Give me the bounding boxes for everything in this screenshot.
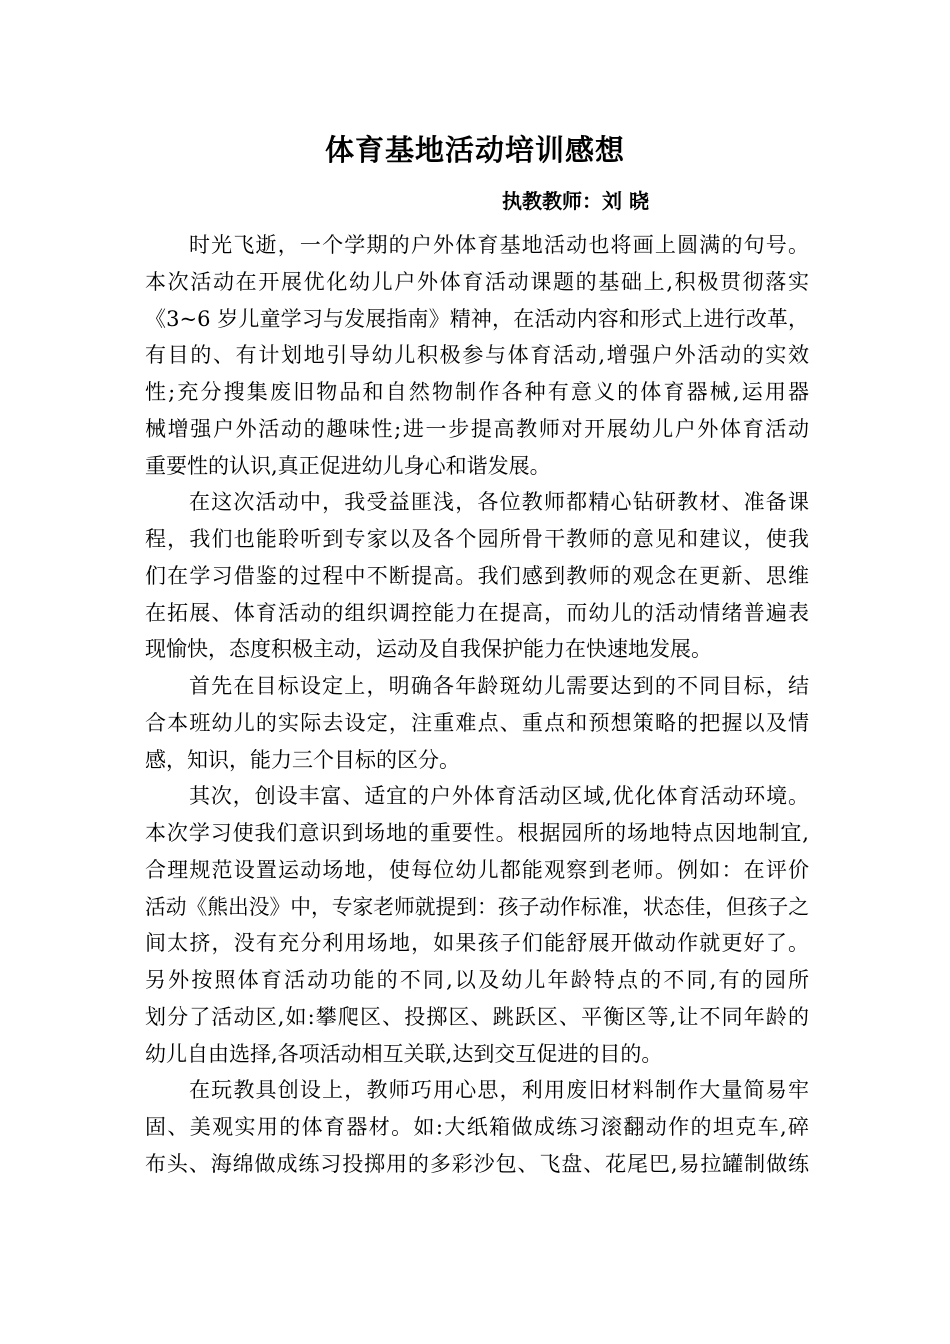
text-line: 在玩教具创设上，教师巧用心思，利用废旧材料制作大量简易牢 bbox=[189, 1078, 809, 1103]
text-line: 感，知识，能力三个目标的区分。 bbox=[145, 747, 460, 772]
text-line: 布头、海绵做成练习投掷用的多彩沙包、飞盘、花尾巴,易拉罐制做练 bbox=[145, 1151, 809, 1176]
author-line: 执教教师：刘 晓 bbox=[502, 189, 649, 213]
text-line: 重要性的认识,真正促进幼儿身心和谐发展。 bbox=[145, 453, 551, 478]
text-line: 程，我们也能聆听到专家以及各个园所骨干教师的意见和建议，使我 bbox=[145, 527, 809, 551]
text-line: 合本班幼儿的实际去设定，注重难点、重点和预想策略的把握以及情 bbox=[145, 710, 809, 735]
text-line: 《3~6 岁儿童学习与发展指南》精神，在活动内容和形式上进行改革， bbox=[145, 306, 809, 331]
page-title: 体育基地活动培训感想 bbox=[324, 133, 625, 167]
text-line: 本次活动在开展优化幼儿户外体育活动课题的基础上,积极贯彻落实 bbox=[145, 269, 809, 294]
text-line: 间太挤，没有充分利用场地，如果孩子们能舒展开做动作就更好了。 bbox=[145, 931, 809, 956]
text-line: 本次学习使我们意识到场地的重要性。根据园所的场地特点因地制宜, bbox=[145, 821, 809, 845]
text-line: 首先在目标设定上，明确各年龄斑幼儿需要达到的不同目标，结 bbox=[189, 674, 809, 698]
text-line: 合理规范设置运动场地，使每位幼儿都能观察到老师。例如：在评价 bbox=[145, 857, 809, 882]
text-line: 性;充分搜集废旧物品和自然物制作各种有意义的体育器械,运用器 bbox=[145, 380, 809, 404]
text-line: 划分了活动区,如:攀爬区、投掷区、跳跃区、平衡区等,让不同年龄的 bbox=[145, 1004, 809, 1029]
text-line: 幼儿自由选择,各项活动相互关联,达到交互促进的目的。 bbox=[145, 1041, 663, 1066]
text-line: 活动《熊出没》中，专家老师就提到：孩子动作标准，状态佳，但孩子之 bbox=[145, 894, 810, 919]
text-line: 们在学习借鉴的过程中不断提高。我们感到教师的观念在更新、思维 bbox=[145, 563, 809, 588]
text-line: 有目的、有计划地引导幼儿积极参与体育活动,增强户外活动的实效 bbox=[145, 343, 809, 368]
text-line: 在拓展、体育活动的组织调控能力在提高，而幼儿的活动情绪普遍表 bbox=[145, 600, 809, 625]
text-line: 其次，创设丰富、适宜的户外体育活动区域,优化体育活动环境。 bbox=[189, 784, 809, 809]
text-line: 现愉快，态度积极主动，运动及自我保护能力在快速地发展。 bbox=[145, 637, 712, 662]
text-line: 时光飞逝，一个学期的户外体育基地活动也将画上圆满的句号。 bbox=[189, 233, 809, 257]
text-line: 固、美观实用的体育器材。如:大纸箱做成练习滚翻动作的坦克车,碎 bbox=[145, 1115, 809, 1139]
text-line: 械增强户外活动的趣味性;进一步提高教师对开展幼儿户外体育活动 bbox=[145, 416, 809, 441]
text-line: 另外按照体育活动功能的不同,以及幼儿年龄特点的不同,有的园所 bbox=[145, 968, 809, 992]
body-text bbox=[145, 227, 809, 1183]
text-line: 在这次活动中，我受益匪浅，各位教师都精心钻研教材、准备课 bbox=[189, 490, 809, 515]
